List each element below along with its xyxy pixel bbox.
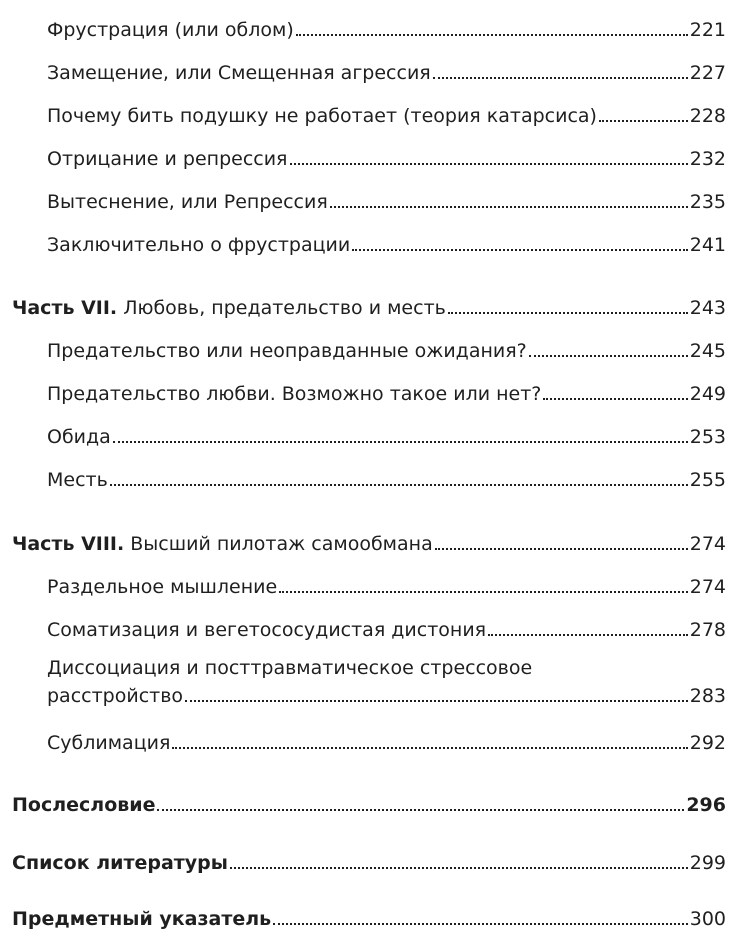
toc-entry-title: Предметный указатель: [12, 908, 272, 930]
toc-entry-page: 249: [689, 383, 726, 405]
toc-entry-title: Месть: [47, 469, 108, 491]
dot-leader: [433, 75, 688, 79]
toc-entry-title: Замещение, или Смещенная агрессия: [47, 62, 431, 84]
toc-entry-page: 228: [689, 105, 726, 127]
toc-entry-page: 299: [689, 852, 726, 874]
toc-entry-dissociation[interactable]: [47, 654, 726, 710]
toc-entry-page: 278: [689, 619, 726, 641]
toc-entry-title: Список литературы: [12, 852, 228, 874]
toc-entry-betrayal-expectations[interactable]: [47, 338, 726, 364]
toc-entry-page: 296: [686, 794, 726, 816]
toc-entry-title: Вытеснение, или Репрессия: [47, 191, 328, 213]
toc-part-title: Высший пилотаж самообмана: [130, 533, 433, 555]
toc-part-heading: [12, 531, 433, 557]
dot-leader: [599, 118, 688, 122]
toc-entry-displacement[interactable]: [47, 60, 726, 86]
toc-entry-betrayal-love[interactable]: [47, 381, 726, 407]
toc-entry-revenge[interactable]: [47, 467, 726, 493]
toc-references[interactable]: [12, 850, 726, 876]
toc-entry-page: 241: [689, 234, 726, 256]
dot-leader: [279, 589, 688, 593]
toc-entry-resentment[interactable]: [47, 424, 726, 450]
dot-leader: [488, 632, 688, 636]
toc-entry-frustration-conclusion[interactable]: [47, 232, 726, 258]
dot-leader: [157, 807, 684, 811]
toc-afterword[interactable]: [12, 792, 726, 818]
toc-entry-page: 274: [689, 576, 726, 598]
dot-leader: [290, 161, 688, 165]
dot-leader: [296, 32, 688, 36]
toc-entry-title: Отрицание и репрессия: [47, 148, 288, 170]
toc-part-7[interactable]: [12, 295, 726, 321]
toc-entry-title: Почему бить подушку не работает (теория катарсиса): [47, 105, 597, 127]
dot-leader: [172, 745, 687, 749]
toc-entry-title: Предательство любви. Возможно такое или нет?: [47, 383, 542, 405]
toc-entry-title: Заключительно о фрустрации: [47, 234, 351, 256]
toc-entry-page: 255: [689, 469, 726, 491]
toc-entry-title: Предательство или неоправданные ожидания?: [47, 340, 527, 362]
dot-leader: [435, 546, 688, 550]
dot-leader: [110, 482, 688, 486]
toc-part-8[interactable]: [12, 531, 726, 557]
toc-entry-denial[interactable]: [47, 146, 726, 172]
toc-subject-index[interactable]: [12, 906, 726, 932]
toc-entry-somatization[interactable]: [47, 617, 726, 643]
toc-entry-title-line2: расстройство: [47, 685, 184, 707]
dot-leader: [543, 396, 687, 400]
toc-entry-title-line1: Диссоциация и посттравматическое стрессовое: [47, 657, 533, 679]
toc-entry-split-thinking[interactable]: [47, 574, 726, 600]
toc-entry-page: 283: [689, 685, 726, 707]
toc-entry-page: 253: [689, 426, 726, 448]
toc-part-prefix: Часть VII.: [12, 297, 118, 319]
dot-leader: [529, 353, 688, 357]
toc-part-page: 243: [689, 297, 726, 319]
toc-entry-title: Фрустрация (или облом): [47, 19, 294, 41]
dot-leader: [113, 439, 688, 443]
toc-entry-title: Раздельное мышление: [47, 576, 278, 598]
toc-entry-page: 232: [689, 148, 726, 170]
toc-entry-sublimation[interactable]: [47, 730, 726, 756]
toc-entry-title: Обида: [47, 426, 111, 448]
toc-entry-title: Послесловие: [12, 794, 156, 816]
toc-entry-page: 245: [689, 340, 726, 362]
toc-entry-page: 235: [689, 191, 726, 213]
toc-entry-frustration[interactable]: [47, 17, 726, 43]
toc-entry-page: 221: [689, 19, 726, 41]
toc-entry-pillow[interactable]: [47, 103, 726, 129]
toc-entry-page: 300: [689, 908, 726, 930]
toc-entry-page: 292: [689, 732, 726, 754]
dot-leader: [230, 865, 688, 869]
toc-entry-suppression[interactable]: [47, 189, 726, 215]
toc-entry-title-line2-row: [47, 682, 726, 710]
dot-leader: [185, 698, 688, 702]
dot-leader: [330, 204, 688, 208]
dot-leader: [273, 921, 688, 925]
toc-part-prefix: Часть VIII.: [12, 533, 125, 555]
dot-leader: [448, 310, 688, 314]
toc-part-page: 274: [689, 533, 726, 555]
toc-part-title: Любовь, предательство и месть: [123, 297, 446, 319]
dot-leader: [352, 247, 687, 251]
toc-entry-title: Сублимация: [47, 732, 171, 754]
toc-entry-title: Соматизация и вегетососудистая дистония: [47, 619, 487, 641]
toc-part-heading: [12, 295, 446, 321]
toc-entry-page: 227: [689, 62, 726, 84]
